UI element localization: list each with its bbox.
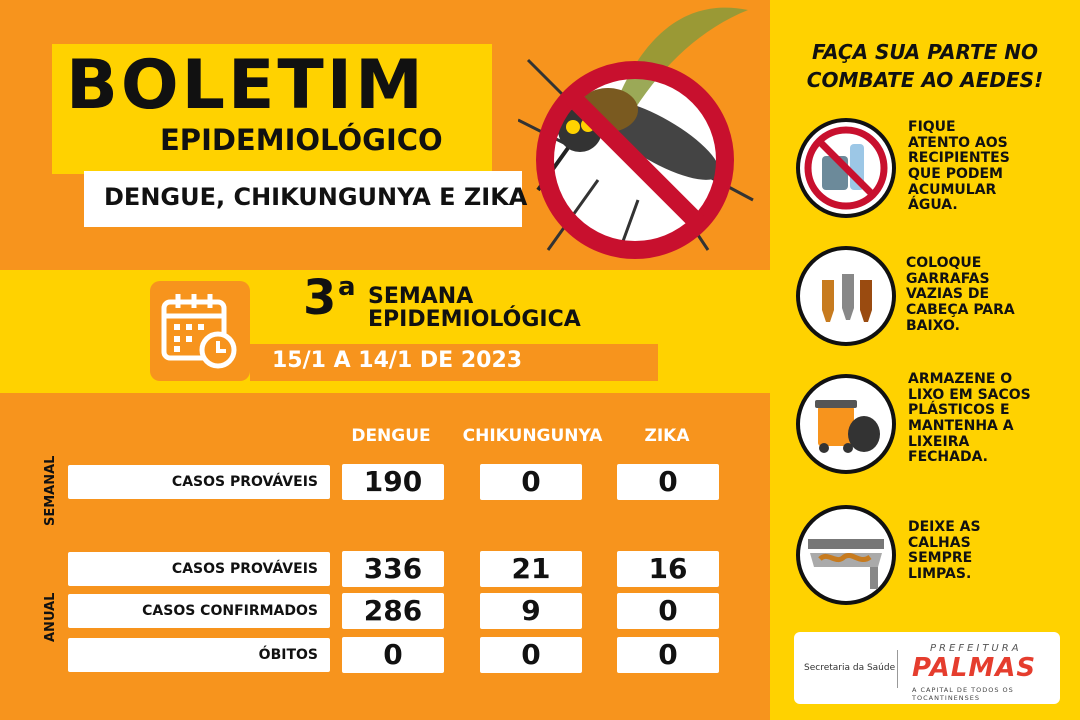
cell-anual-obitos-zika: 0 (617, 637, 719, 673)
cell-anual-obitos-chikungunya: 0 (480, 637, 582, 673)
tip-text-3: ARMAZENE O LIXO EM SACOS PLÁSTICOS E MANTENHA A LIXEIRA FECHADA. (908, 371, 1031, 466)
trash-bin-icon (796, 374, 896, 474)
no-containers-icon (796, 118, 896, 218)
table-row (68, 594, 330, 628)
week-label-line1: SEMANA (368, 284, 474, 309)
week-label-line2: EPIDEMIOLÓGICA (368, 307, 581, 333)
cell-semanal-dengue: 190 (342, 464, 444, 500)
table-row (68, 638, 330, 672)
cell-anual-confirmados-dengue: 286 (342, 593, 444, 629)
table-row (68, 552, 330, 586)
section-label-anual: ANUAL (43, 592, 58, 642)
cell-anual-provaveis-zika: 16 (617, 551, 719, 587)
no-mosquito-icon (518, 0, 770, 262)
cell-anual-provaveis-dengue: 336 (342, 551, 444, 587)
logo-tagline: A CAPITAL DE TODOS OS TOCANTINENSES (912, 686, 1014, 702)
column-header-zika: ZIKA (644, 426, 690, 446)
tip-text-4: DEIXE AS CALHAS SEMPRE LIMPAS. (908, 519, 981, 583)
logo-city: PALMAS (912, 653, 1037, 683)
row-label: CASOS PROVÁVEIS (171, 474, 318, 490)
cell-semanal-chikungunya: 0 (480, 464, 582, 500)
diseases-label: DENGUE, CHIKUNGUNYA E ZIKA (104, 183, 528, 211)
page-subtitle: EPIDEMIOLÓGICO (160, 123, 443, 157)
sidebar-title (780, 38, 1070, 94)
cell-semanal-zika: 0 (617, 464, 719, 500)
page-title: BOLETIM (66, 46, 426, 125)
cell-anual-confirmados-chikungunya: 9 (480, 593, 582, 629)
logo-divider (897, 650, 898, 688)
row-label: CASOS CONFIRMADOS (142, 603, 318, 619)
column-header-chikungunya: CHIKUNGUNYA (462, 426, 603, 446)
cell-anual-obitos-dengue: 0 (342, 637, 444, 673)
gutter-icon (796, 505, 896, 605)
sidebar (770, 0, 1080, 720)
bottles-upside-down-icon (796, 246, 896, 346)
row-label: ÓBITOS (258, 647, 318, 663)
logo-prefeitura: PREFEITURA (930, 643, 1022, 654)
cell-anual-provaveis-chikungunya: 21 (480, 551, 582, 587)
week-label (368, 285, 581, 331)
date-range: 15/1 A 14/1 DE 2023 (272, 348, 523, 373)
section-label-semanal: SEMANAL (43, 455, 58, 526)
logo-secretaria: Secretaria da Saúde (804, 663, 896, 673)
tip-text-1: FIQUE ATENTO AOS RECIPIENTES QUE PODEM ACUMULAR ÁGUA. (908, 119, 1010, 214)
column-header-dengue: DENGUE (351, 426, 431, 446)
week-number: 3 (303, 270, 337, 326)
sidebar-title-line1: FAÇA SUA PARTE NO (811, 40, 1039, 64)
row-label: CASOS PROVÁVEIS (171, 561, 318, 577)
cell-anual-confirmados-zika: 0 (617, 593, 719, 629)
table-row (68, 465, 330, 499)
tip-text-2: COLOQUE GARRAFAS VAZIAS DE CABEÇA PARA BAIXO. (906, 255, 1015, 334)
sidebar-title-line2: COMBATE AO AEDES! (806, 68, 1044, 92)
calendar-icon (160, 290, 242, 372)
week-ordinal: a (338, 272, 356, 302)
